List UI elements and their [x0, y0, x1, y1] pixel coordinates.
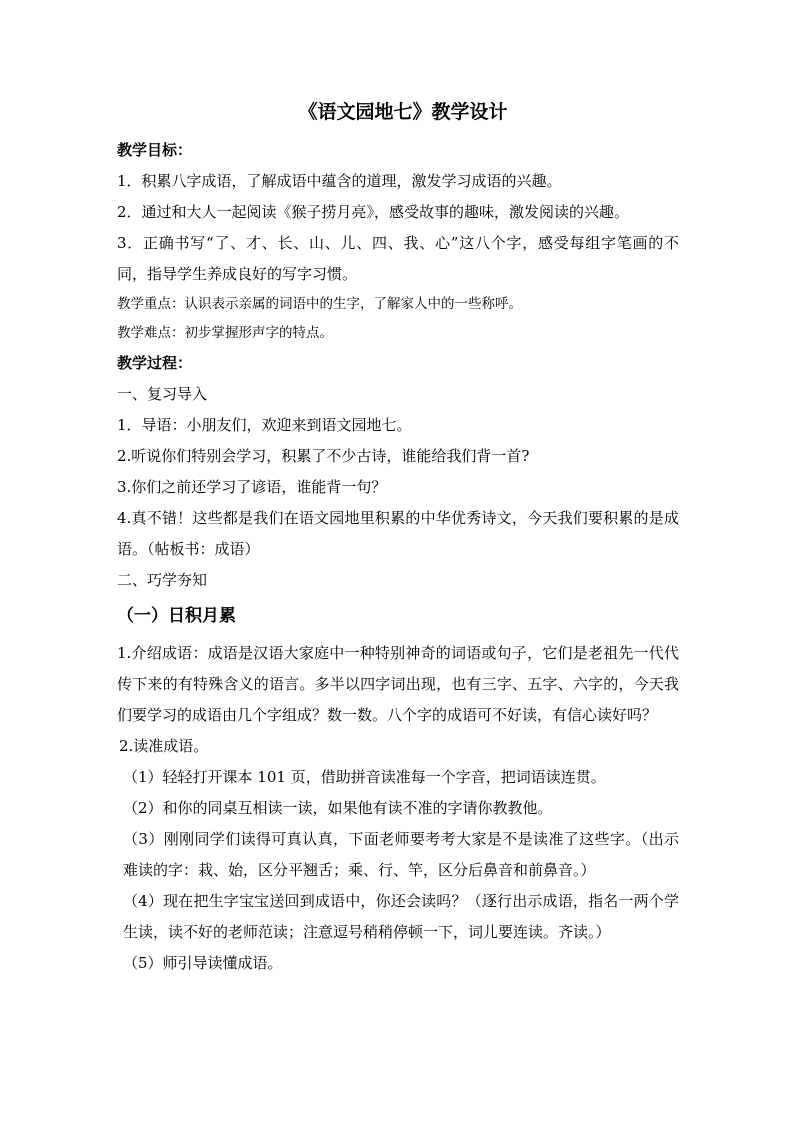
section-1-item-3: 3.你们之前还学习了谚语，谁能背一句？ [117, 478, 387, 496]
objective-item-2: 2．通过和大人一起阅读《猴子捞月亮》，感受故事的趣味，激发阅读的兴趣。 [117, 203, 630, 221]
section-1-item-2: 2.听说你们特别会学习，积累了不少古诗，谁能给我们背一首? [117, 447, 530, 465]
read-step-3: （3）刚刚同学们读得可真认真，下面老师要考考大家是不是读准了这些字。（出示难读的字：栽、始，区分平翘舌；乘、行、竿，区分后鼻音和前鼻音。） [123, 830, 679, 879]
difficulty: 教学难点：初步掌握形声字的特点。 [117, 325, 333, 341]
subsection-title: （一）日积月累 [117, 606, 236, 626]
read-step-1: （1）轻轻打开课本 101 页，借助拼音读准每一个字音，把词语读连贯。 [123, 768, 606, 786]
section-1-title: 一、复习导入 [117, 385, 208, 403]
section-1-item-4: 4.真不错！这些都是我们在语文园地里积累的中华优秀诗文，今天我们要积累的是成语。（帖板书：成语） [117, 509, 679, 558]
objective-item-3: 3．正确书写“了、才、长、山、儿、四、我、心”这八个字，感受每组字笔画的不同，指导学生养成良好的写字习惯。 [117, 234, 679, 283]
objectives-label: 教学目标： [117, 141, 193, 159]
process-label: 教学过程： [117, 354, 193, 372]
intro-paragraph: 1.介绍成语：成语是汉语大家庭中一种特别神奇的词语或句子，它们是老祖先一代代传下来的有特殊含义的语言。多半以四字词出现，也有三字、五字、六字的，今天我们要学习的成语由几个字组成？数一数。八个字的成语可不好读，有信心读好吗？ [117, 644, 679, 724]
read-step-5: （5）师引导读懂成语。 [123, 954, 283, 972]
section-2-title: 二、巧学夯知 [117, 571, 208, 589]
objective-item-1: 1．积累八字成语，了解成语中蕴含的道理，激发学习成语的兴趣。 [117, 172, 562, 190]
document-body [117, 95, 679, 979]
section-1-item-1: 1．导语：小朋友们，欢迎来到语文园地七。 [117, 416, 412, 434]
read-step-4: （4）现在把生字宝宝送回到成语中，你还会读吗？（逐行出示成语，指名一两个学生读，读不好的老师范读；注意逗号稍稍停顿一下，词儿要连读。齐读。） [123, 892, 679, 941]
read-step-2: （2）和你的同桌互相读一读，如果他有读不准的字请你教教他。 [123, 799, 553, 817]
document-title: 《语文园地七》教学设计 [298, 101, 508, 123]
read-title: 2.读准成语。 [119, 737, 209, 755]
key-point: 教学重点：认识表示亲属的词语中的生字，了解家人中的一些称呼。 [117, 296, 522, 312]
